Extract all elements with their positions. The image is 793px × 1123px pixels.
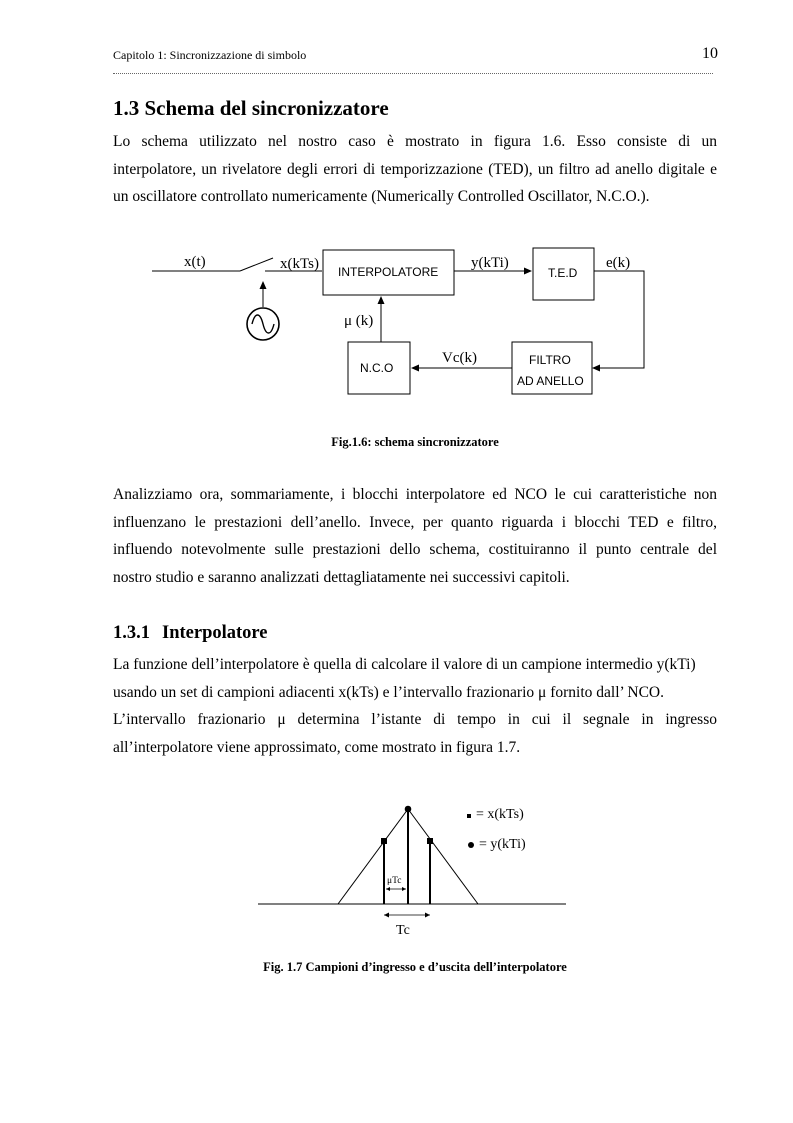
paragraph-line: La funzione dell’interpolatore è quella di calcolare il valore di un campione intermedio y(kTi) [113, 656, 696, 673]
input-signal-label: x(t) [184, 254, 206, 270]
legend-input-samples: = x(kTs) [476, 807, 524, 822]
sine-wave-icon [252, 315, 274, 333]
mu-label: μ (k) [344, 313, 374, 329]
figure-1-6-caption: Fig.1.6: schema sincronizzatore [331, 435, 499, 449]
input-sample-marker [427, 838, 433, 844]
input-sample-marker [381, 838, 387, 844]
filter-label-line2: AD ANELLO [517, 374, 584, 388]
subsection-title [113, 623, 268, 644]
error-feedback-line [593, 271, 644, 368]
error-label: e(k) [606, 255, 631, 271]
running-header: Capitolo 1: Sincronizzazione di simbolo [113, 48, 307, 62]
paragraph-line: usando un set di campioni adiacenti x(kTs) e l’intervallo frazionario μ fornito dall’ NCO. [113, 683, 664, 701]
paragraph-line: L’intervallo frazionario μ determina l’istante di tempo in cui il segnale in ingresso [113, 711, 717, 728]
paragraph-line: Lo schema utilizzato nel nostro caso è mostrato in figura 1.6. Esso consiste di un [113, 133, 717, 150]
paragraph-line: interpolatore, un rivelatore degli errori di temporizzazione (TED), un filtro ad anello digitale e [113, 160, 717, 178]
filter-label-line1: FILTRO [529, 353, 571, 367]
triangle-right-edge [408, 809, 478, 904]
paragraph-intro [113, 128, 717, 211]
interpolation-samples-figure [250, 798, 580, 943]
control-voltage-label: Vc(k) [442, 350, 477, 366]
paragraph-interpolator [113, 651, 717, 761]
page-number: 10 [702, 45, 718, 62]
header-rule [113, 73, 713, 74]
sampling-switch [240, 258, 273, 271]
interpolator-label: INTERPOLATORE [338, 265, 439, 279]
triangle-left-edge [338, 809, 408, 904]
paragraph-line: influendo notevolmente sulle prestazioni dello schema, costituiranno il punto centrale del [113, 541, 717, 558]
ted-label: T.E.D [548, 266, 578, 280]
tc-label: Tc [396, 923, 410, 938]
mu-tc-label: μTc [387, 876, 402, 886]
figure-1-7-caption: Fig. 1.7 Campioni d’ingresso e d’uscita dell’interpolatore [263, 960, 567, 974]
output-sample-marker [405, 806, 412, 813]
subsection-title-text: Interpolatore [162, 623, 268, 643]
nco-label: N.C.O [360, 361, 394, 375]
subsection-number: 1.3.1 [113, 623, 150, 643]
paragraph-line: all’interpolatore viene approssimato, come mostrato in figura 1.7. [113, 738, 521, 756]
legend-output-samples: = y(kTi) [479, 837, 526, 852]
paragraph-line: nostro studio e saranno analizzati dettagliatamente nei successivi capitoli. [113, 568, 570, 586]
paragraph-line: influenzano le prestazioni dell’anello. Invece, per quanto riguarda i blocchi TED e filtro, [113, 513, 717, 531]
paragraph-line: un oscillatore controllato numericamente (Numerically Controlled Oscillator, N.C.O.). [113, 188, 650, 205]
synchronizer-block-diagram [140, 240, 660, 410]
paragraph-line: Analizziamo ora, sommariamente, i blocchi interpolatore ed NCO le cui caratteristiche non [113, 486, 717, 503]
paragraph-analysis [113, 481, 717, 591]
interp-output-label: y(kTi) [471, 255, 509, 271]
legend-square-icon [467, 814, 471, 818]
section-title: 1.3 Schema del sincronizzatore [113, 96, 389, 120]
sampled-signal-label: x(kTs) [280, 256, 319, 272]
legend-dot-icon [468, 842, 474, 848]
